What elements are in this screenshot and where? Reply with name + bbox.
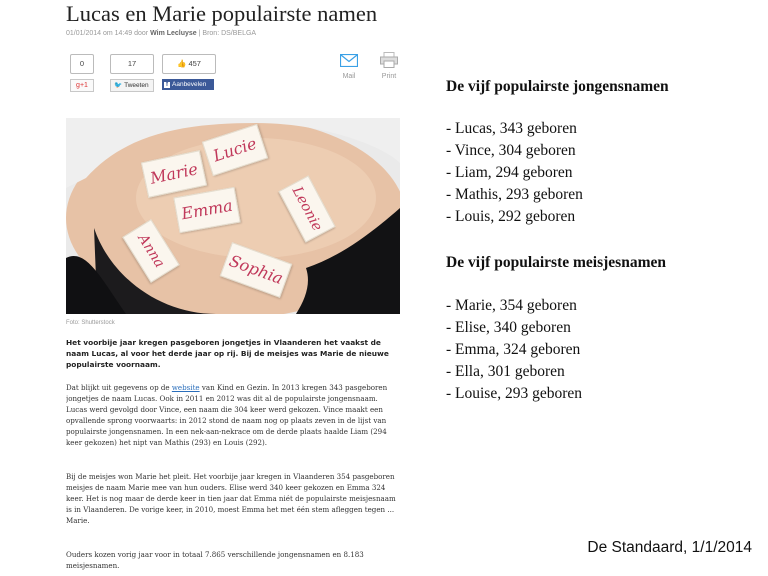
photo-caption: Foto: Shutterstock (66, 320, 115, 326)
mail-label: Mail (342, 73, 356, 80)
facebook-label: Aanbevelen (172, 81, 207, 88)
gplus-button[interactable] (70, 79, 94, 92)
source-credit: De Standaard, 1/1/2014 (587, 539, 752, 556)
facebook-recommend-button[interactable] (162, 79, 214, 90)
girls-list-item: - Ella, 301 geboren (446, 363, 565, 380)
print-button[interactable] (378, 52, 400, 80)
boys-list-item: - Liam, 294 geboren (446, 164, 573, 181)
gplus-label: +1 (79, 82, 88, 89)
girls-list-item: - Marie, 354 geboren (446, 297, 577, 314)
twitter-bird-icon: 🐦 (114, 82, 123, 89)
facebook-icon: f (166, 82, 168, 88)
girls-list-item: - Louise, 293 geboren (446, 385, 583, 402)
tweet-button[interactable] (110, 79, 154, 92)
girls-list-item: - Elise, 340 geboren (446, 319, 571, 336)
article-author[interactable]: Wim Lecluyse (150, 30, 197, 37)
photo-note-2: Lucie (202, 124, 268, 176)
article-title: Lucas en Marie populairste namen (66, 1, 378, 26)
photo-note-5: Anna (122, 219, 179, 283)
para1-after: van Kind en Gezin. In 2013 kregen 343 pasgeboren jongetjes de naam Lucas. Ook in 2011 en 2012 was dit al de populairste jongensnaam. Lucas werd gevolgd door Vince, een naam die 304 keer werd gekozen. Vince maakt een opvallende sprong voorwaarts: in 2012 stond de naam nog op plaats zeven in de lijst van populairste jongensnamen. In een nek-aan-nekrace om de derde plaats haalde Liam (294 keer gekozen) het nipt van Mathis (293) en Louis (292). (66, 383, 388, 447)
twitter-count: 17 (110, 54, 154, 74)
article-photo (66, 118, 400, 314)
tweet-label: Tweeten (124, 82, 149, 89)
article-paragraph-2: Bij de meisjes won Marie het pleit. Het voorbije jaar kregen in Vlaanderen 354 pasgeboren meisjes de naam Marie mee van hun ouders. Elise werd 340 keer gekozen en Emma 324 keer. Het is nog maar de derde keer in tien jaar dat Emma niét de populairste meisjesnaam is in Vlaanderen. De vorige keer, in 2010, moest Emma het met één stem afleggen tegen ... Marie. (66, 472, 396, 525)
photo-note-6: Sophia (220, 242, 292, 298)
girls-list-item: - Emma, 324 geboren (446, 341, 581, 358)
thumbs-up-icon: 👍 (177, 59, 187, 68)
article-paragraph-3: Ouders kozen vorig jaar voor in totaal 7.865 verschillende jongensnamen en 8.183 meisjesnamen. (66, 550, 364, 570)
article-lead: Het voorbije jaar kregen pasgeboren jongetjes in Vlaanderen het vaakst de naam Lucas, al voor het derde jaar op rij. Bij de meisjes was Marie de nieuwe populairste voornaam. (66, 338, 389, 369)
mail-icon (340, 54, 358, 67)
mail-button[interactable] (338, 54, 360, 80)
photo-note-3: Emma (173, 187, 240, 233)
boys-heading: De vijf populairste jongensnamen (446, 78, 669, 95)
boys-list-item: - Mathis, 293 geboren (446, 186, 583, 203)
boys-list-item: - Louis, 292 geboren (446, 208, 576, 225)
article-meta (66, 30, 256, 37)
gplus-icon: g (76, 82, 80, 89)
article-date: 01/01/2014 om 14:49 door (66, 30, 151, 37)
girls-heading: De vijf populairste meisjesnamen (446, 254, 666, 271)
gplus-count: 0 (70, 54, 94, 74)
website-link[interactable]: website (171, 383, 200, 392)
boys-list (446, 120, 583, 230)
article-screenshot (66, 0, 406, 576)
facebook-count (162, 54, 216, 74)
photo-note-1: Marie (141, 150, 207, 198)
facebook-count-value: 457 (188, 59, 201, 68)
print-icon (380, 52, 398, 68)
print-label: Print (381, 73, 397, 80)
article-paragraph-1 (66, 382, 400, 448)
boys-list-item: - Lucas, 343 geboren (446, 120, 577, 137)
boys-list-item: - Vince, 304 geboren (446, 142, 576, 159)
article-source: | Bron: DS/BELGA (196, 30, 257, 37)
para1-before: Dat blijkt uit gegevens op de (66, 383, 172, 392)
girls-list (446, 297, 582, 407)
photo-note-4: Leonie (278, 175, 335, 242)
